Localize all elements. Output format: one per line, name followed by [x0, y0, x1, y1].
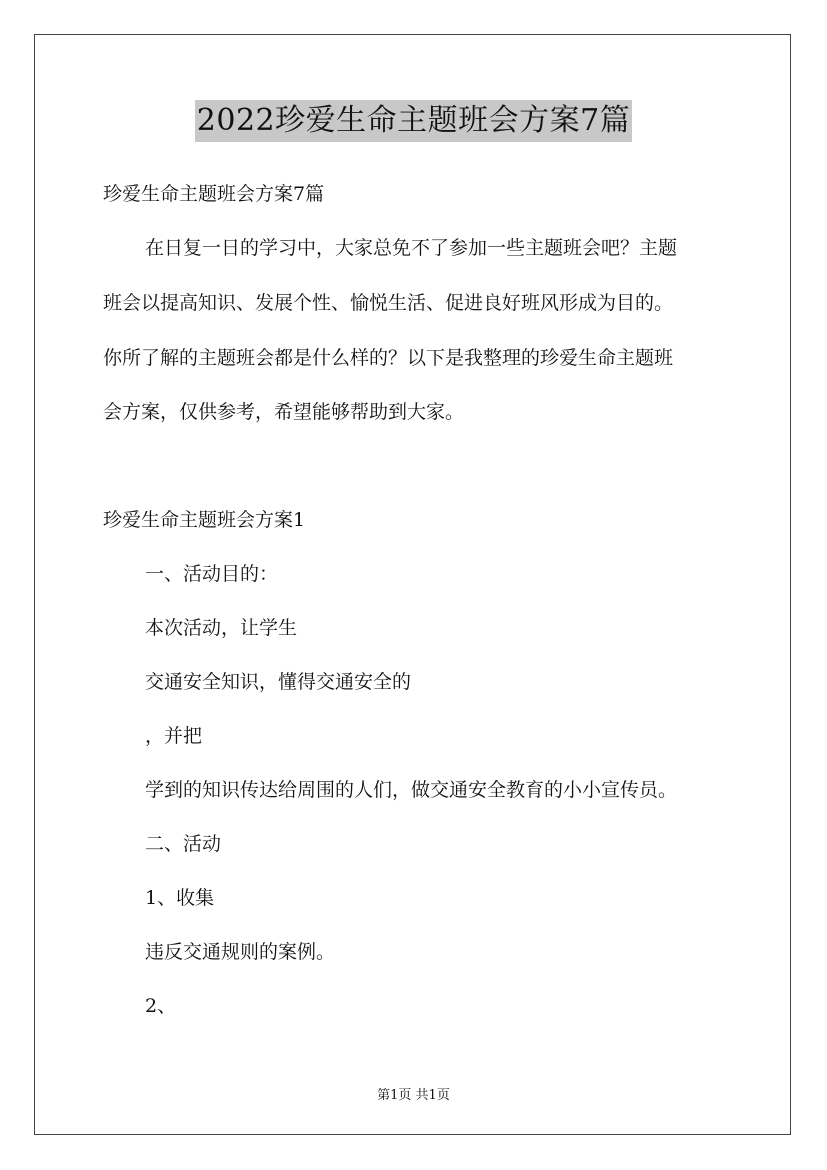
page-footer: 第1页 共1页 [377, 1088, 450, 1103]
body-line: 学到的知识传达给周围的人们，做交通安全教育的小小宣传员。 [145, 779, 678, 801]
body-line: ，并把 [145, 725, 203, 747]
intro-line: 班会以提高知识、发展个性、愉悦生活、促进良好班风形成为目的。 [103, 292, 674, 314]
body-line: 违反交通规则的案例。 [145, 941, 336, 963]
body-line: 1、收集 [145, 887, 215, 909]
section-heading: 珍爱生命主题班会方案1 [103, 509, 306, 531]
intro-line: 会方案，仅供参考，希望能够帮助到大家。 [103, 401, 465, 423]
body-line: 2、 [145, 995, 177, 1017]
body-line: 二、活动 [145, 833, 222, 855]
intro-line: 你所了解的主题班会都是什么样的？以下是我整理的珍爱生命主题班 [103, 347, 674, 369]
intro-line: 在日复一日的学习中，大家总免不了参加一些主题班会吧？主题 [145, 237, 678, 259]
body-line: 本次活动，让学生 [145, 617, 298, 639]
body-line: 交通安全知识，懂得交通安全的 [145, 671, 412, 693]
document-title: 2022珍爱生命主题班会方案7篇 [195, 100, 632, 142]
document-subtitle: 珍爱生命主题班会方案7篇 [103, 183, 325, 205]
body-line: 一、活动目的： [145, 563, 279, 585]
title-container [0, 100, 827, 142]
